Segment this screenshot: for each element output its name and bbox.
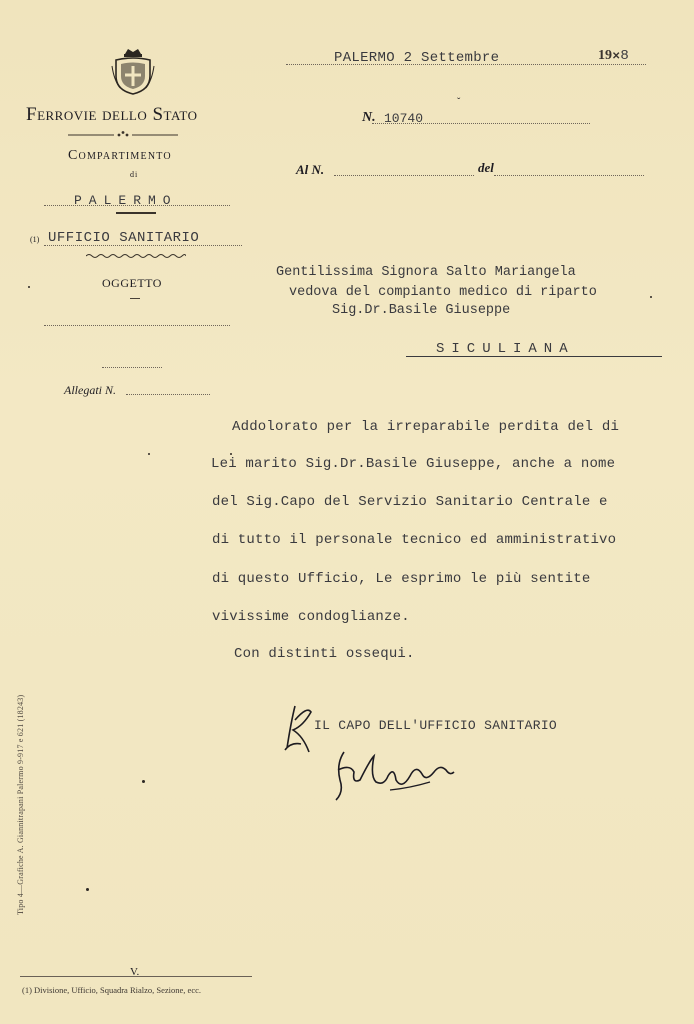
al-number-line [334, 175, 474, 176]
compartimento-value: PALERMO [74, 193, 178, 208]
compartimento-dotted-line [44, 205, 230, 206]
addressee-line-1: Gentilissima Signora Salto Mariangela [276, 265, 576, 280]
al-number-label: Al N. [296, 162, 325, 177]
wavy-divider-icon [86, 252, 186, 260]
ufficio-dotted-line [44, 245, 242, 246]
tick-mark: ˇ [457, 97, 461, 108]
allegati-dotted-line [126, 394, 210, 395]
compartimento-label: Compartimento [68, 148, 172, 163]
printer-imprint: Tipo 4—Grafiche A. Giannitrapani Palermo 9-917 e 621 (18243) [16, 694, 25, 915]
body-line: di tutto il personale tecnico ed amministrativo [212, 532, 617, 548]
ink-speck [650, 296, 652, 298]
body-line: del Sig.Capo del Servizio Sanitario Centrale e [212, 494, 608, 510]
addressee-line-2: vedova del compianto medico di riparto [289, 285, 597, 300]
ornament-divider-icon [68, 130, 178, 140]
place-date: PALERMO 2 Settembre [334, 50, 500, 66]
body-line: di questo Ufficio, Le esprimo le più sentite [212, 571, 591, 587]
initial-mark-icon [281, 702, 317, 754]
ink-speck [148, 453, 150, 455]
di-label: di [130, 170, 139, 179]
coat-of-arms-icon [110, 46, 156, 96]
protocol-number-value: 10740 [384, 111, 424, 126]
body-line: Lei marito Sig.Dr.Basile Giuseppe, anche a nome [211, 456, 616, 472]
ink-speck [230, 453, 232, 455]
protocol-number-label: N. [362, 110, 376, 125]
signature-title: IL CAPO DELL'UFFICIO SANITARIO [314, 718, 558, 733]
oggetto-short-line [102, 367, 162, 368]
ink-speck [142, 780, 145, 783]
date-year-prefix: 19 [598, 48, 612, 63]
closing-line: Con distinti ossequi. [234, 646, 415, 662]
town-underline [406, 356, 662, 357]
protocol-number-line [372, 123, 590, 124]
addressee-town: SICULIANA [436, 341, 575, 357]
oggetto-dash [130, 298, 140, 299]
ink-speck [86, 888, 89, 891]
allegati-label: Allegati N. [64, 383, 116, 397]
body-line: Addolorato per la irreparabile perdita del di [232, 419, 620, 435]
handwritten-signature-icon [330, 746, 456, 802]
oggetto-dotted-line [44, 325, 230, 326]
oggetto-label: OGGETTO [102, 276, 162, 290]
ink-speck [28, 286, 30, 288]
date-year-suffix: 8 [620, 48, 629, 64]
compartimento-dash [116, 212, 156, 214]
footer-rule [20, 976, 252, 977]
footer-note: (1) Divisione, Ufficio, Squadra Rialzo, Sezione, ecc. [22, 985, 201, 995]
del-label: del [478, 160, 494, 175]
date-year: 19✕8 [598, 48, 629, 64]
footer-v-mark: V. [130, 966, 140, 978]
addressee-line-3: Sig.Dr.Basile Giuseppe [332, 303, 511, 318]
ufficio-value: UFFICIO SANITARIO [48, 230, 200, 246]
brand-title: Ferrovie dello Stato [26, 104, 198, 125]
body-line: vivissime condoglianze. [212, 609, 410, 625]
del-line [494, 175, 644, 176]
ufficio-footnote-mark: (1) [30, 235, 40, 244]
